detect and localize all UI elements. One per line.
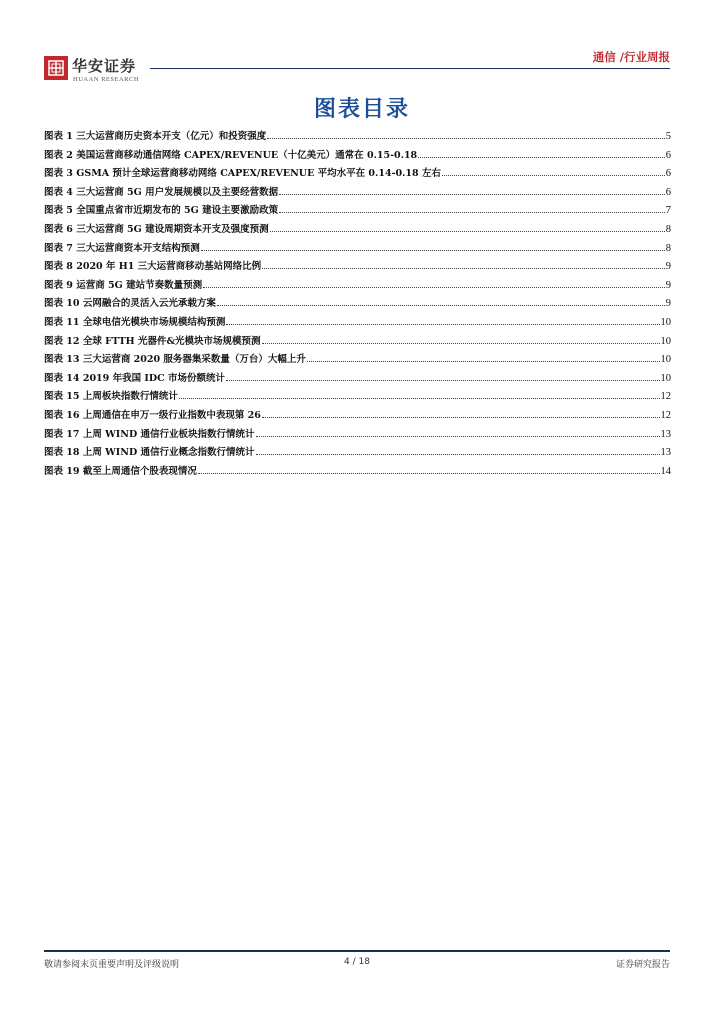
toc-entry-label: 图表 13 三大运营商 2020 服务器集采数量（万台）大幅上升 (44, 354, 306, 366)
toc-dot-leader (279, 193, 665, 195)
toc-entry-page: 8 (665, 223, 671, 235)
toc-entry[interactable] (44, 388, 671, 407)
table-of-figures (44, 128, 671, 481)
toc-entry[interactable] (44, 221, 671, 240)
toc-entry[interactable] (44, 463, 671, 482)
toc-dot-leader (267, 137, 665, 139)
toc-entry-page: 12 (660, 409, 671, 421)
page-number: 4 / 18 (344, 957, 370, 967)
toc-entry-label: 图表 2 美国运营商移动通信网络 CAPEX/REVENUE（十亿美元）通常在 0.15-0.18 (44, 149, 418, 161)
toc-entry-page: 9 (665, 279, 671, 291)
toc-entry-label: 图表 14 2019 年我国 IDC 市场份额统计 (44, 372, 225, 384)
toc-dot-leader (256, 435, 660, 437)
toc-entry-label: 图表 11 全球电信光模块市场规模结构预测 (44, 316, 226, 328)
toc-entry-label: 图表 12 全球 FTTH 光器件&光模块市场规模预测 (44, 335, 261, 347)
toc-entry-page: 7 (665, 205, 671, 217)
toc-entry[interactable] (44, 202, 671, 221)
toc-entry-page: 9 (665, 261, 671, 273)
toc-entry[interactable] (44, 240, 671, 259)
company-name-en: HUAAN RESEARCH (73, 76, 140, 83)
toc-entry[interactable] (44, 407, 671, 426)
toc-entry-page: 13 (660, 447, 671, 459)
toc-entry-page: 12 (660, 391, 671, 403)
toc-entry[interactable] (44, 333, 671, 352)
toc-entry-label: 图表 6 三大运营商 5G 建设周期资本开支及强度预测 (44, 223, 269, 235)
toc-entry-page: 9 (665, 298, 671, 310)
toc-entry-label: 图表 18 上周 WIND 通信行业概念指数行情统计 (44, 447, 255, 459)
toc-dot-leader (270, 230, 665, 232)
toc-entry[interactable] (44, 258, 671, 277)
toc-entry[interactable] (44, 314, 671, 333)
toc-entry-label: 图表 15 上周板块指数行情统计 (44, 391, 178, 403)
toc-dot-leader (198, 472, 660, 474)
company-name-cn: 华安证券 (72, 57, 137, 75)
toc-dot-leader (179, 397, 660, 399)
header-divider (150, 68, 670, 69)
toc-entry[interactable] (44, 277, 671, 296)
company-logo-icon (44, 56, 68, 80)
toc-entry[interactable] (44, 444, 671, 463)
toc-entry[interactable] (44, 128, 671, 147)
toc-entry-page: 6 (665, 168, 671, 180)
toc-dot-leader (442, 174, 665, 176)
toc-entry[interactable] (44, 184, 671, 203)
toc-dot-leader (279, 211, 665, 213)
toc-dot-leader (262, 342, 660, 344)
toc-entry[interactable] (44, 370, 671, 389)
toc-dot-leader (262, 416, 660, 418)
toc-dot-leader (256, 453, 660, 455)
toc-entry-label: 图表 7 三大运营商资本开支结构预测 (44, 242, 200, 254)
toc-entry[interactable] (44, 426, 671, 445)
toc-entry[interactable] (44, 165, 671, 184)
toc-entry-page: 10 (660, 335, 671, 347)
footer-doc-type: 证券研究报告 (615, 960, 670, 970)
footer-divider (44, 950, 670, 952)
toc-dot-leader (203, 286, 665, 288)
toc-heading: 图表目录 (313, 97, 410, 122)
toc-entry-label: 图表 10 云网融合的灵活入云光承载方案 (44, 298, 216, 310)
toc-dot-leader (307, 360, 660, 362)
toc-entry-page: 10 (660, 316, 671, 328)
toc-entry-page: 10 (660, 372, 671, 384)
toc-entry-label: 图表 16 上周通信在申万一级行业指数中表现第 26 (44, 409, 261, 421)
toc-entry-page: 5 (665, 131, 671, 142)
toc-entry[interactable] (44, 351, 671, 370)
toc-dot-leader (201, 249, 665, 251)
toc-entry[interactable] (44, 295, 671, 314)
report-category: 通信 /行业周报 (592, 50, 670, 64)
toc-entry-label: 图表 5 全国重点省市近期发布的 5G 建设主要激励政策 (44, 205, 279, 217)
toc-entry-label: 图表 3 GSMA 预计全球运营商移动网络 CAPEX/REVENUE 平均水平在 0.14-0.18 左右 (44, 168, 441, 180)
toc-entry-page: 10 (660, 354, 671, 366)
toc-dot-leader (418, 156, 665, 158)
toc-entry-label: 图表 1 三大运营商历史资本开支（亿元）和投资强度 (44, 131, 267, 142)
toc-entry[interactable] (44, 147, 671, 166)
toc-entry-page: 14 (660, 465, 671, 477)
toc-entry-label: 图表 8 2020 年 H1 三大运营商移动基站网络比例 (44, 261, 262, 273)
toc-entry-page: 6 (665, 186, 671, 198)
footer-disclaimer: 敬请参阅末页重要声明及评级说明 (44, 960, 180, 970)
toc-entry-label: 图表 4 三大运营商 5G 用户发展规模以及主要经营数据 (44, 186, 279, 198)
toc-entry-label: 图表 17 上周 WIND 通信行业板块指数行情统计 (44, 428, 255, 440)
toc-entry-page: 13 (660, 428, 671, 440)
toc-entry-page: 6 (665, 149, 671, 161)
toc-entry-label: 图表 19 截至上周通信个股表现情况 (44, 465, 197, 477)
toc-dot-leader (226, 379, 660, 381)
toc-entry-label: 图表 9 运营商 5G 建站节奏数量预测 (44, 279, 203, 291)
toc-dot-leader (262, 267, 665, 269)
toc-dot-leader (226, 323, 659, 325)
toc-entry-page: 8 (665, 242, 671, 254)
toc-dot-leader (217, 304, 665, 306)
